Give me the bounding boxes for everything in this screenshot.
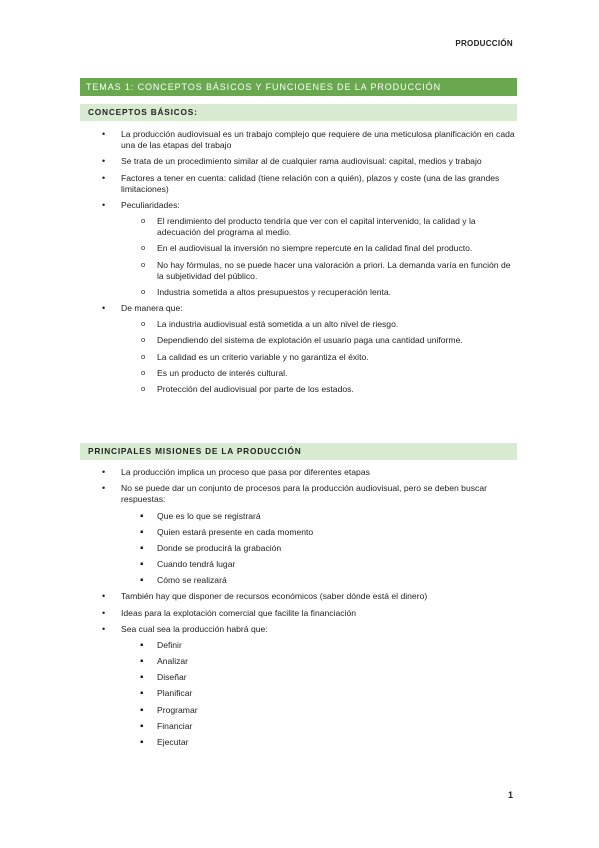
sublist-item: o Protección del audiovisual por parte de los estados. <box>157 384 515 395</box>
list-item: • De manera que: o La industria audiovisual está sometida a un alto nivel de riesgo. o Dependiendo del sistema de explotación el usuario paga una cantidad uniforme. o La calidad es un criterio variable y no garantiza el éxito. o Es un producto de interés cultural. o Protección del audiovisual por parte de los estados. <box>0 303 599 395</box>
habra-que-sublist <box>121 640 515 748</box>
sublist-item: ▪ Analizar <box>157 656 515 667</box>
conceptos-basicos-list <box>0 129 599 400</box>
main-title: TEMAS 1: CONCEPTOS BÁSICOS Y FUNCIOENES DE LA PRODUCCIÓN <box>80 78 517 96</box>
list-item: • También hay que disponer de recursos económicos (saber dónde está el dinero) <box>0 591 599 602</box>
section-title-conceptos-basicos: CONCEPTOS BÁSICOS: <box>80 104 517 121</box>
sublist-item: ▪ Definir <box>157 640 515 651</box>
sublist-item: ▪ Planificar <box>157 688 515 699</box>
sublist-item: ▪ Ejecutar <box>157 737 515 748</box>
sublist-item: o Dependiendo del sistema de explotación el usuario paga una cantidad uniforme. <box>157 335 515 346</box>
sublist-item: ▪ Quien estará presente en cada momento <box>157 527 515 538</box>
list-item: • La producción audiovisual es un trabajo complejo que requiere de una meticulosa planificación en cada una de las etapas del trabajo <box>0 129 599 151</box>
sublist-item: o La calidad es un criterio variable y no garantiza el éxito. <box>157 352 515 363</box>
list-item: • Peculiaridades: o El rendimiento del producto tendría que ver con el capital intervenido, la calidad y la adecuación del programa al medio. o En el audiovisual la inversión no siempre repercute en la calidad final del producto. o No hay fórmulas, no se puede hacer una valoración a priori. La demanda varía en función de la subjetividad del público. o Industria sometida a altos presupuestos y recuperación lenta. <box>0 200 599 298</box>
sublist-item: ▪ Diseñar <box>157 672 515 683</box>
de-manera-que-sublist <box>121 319 515 395</box>
sublist-item: o Es un producto de interés cultural. <box>157 368 515 379</box>
list-item: • Ideas para la explotación comercial que facilite la financiación <box>0 608 599 619</box>
page-number: 1 <box>507 790 513 800</box>
list-item: • Factores a tener en cuenta: calidad (tiene relación con a quién), plazos y coste (una de las grandes limitaciones) <box>0 173 599 195</box>
sublist-item: ▪ Financiar <box>157 721 515 732</box>
list-item: • Sea cual sea la producción habrá que: ▪ Definir ▪ Analizar ▪ Diseñar ▪ Planificar ▪ Programar ▪ Financiar ▪ Ejecutar <box>0 624 599 748</box>
sublist-item: o En el audiovisual la inversión no siempre repercute en la calidad final del producto. <box>157 243 515 254</box>
peculiaridades-sublist <box>121 216 515 298</box>
list-item: • No se puede dar un conjunto de procesos para la producción audiovisual, pero se deben buscar respuestas: ▪ Que es lo que se registrará ▪ Quien estará presente en cada momento ▪ Donde se producirá la grabación ▪ Cuando tendrá lugar ▪ Cómo se realizará <box>0 483 599 586</box>
respuestas-sublist <box>121 511 515 587</box>
sublist-item: o El rendimiento del producto tendría que ver con el capital intervenido, la calidad y la adecuación del programa al medio. <box>157 216 515 238</box>
sublist-item: o No hay fórmulas, no se puede hacer una valoración a priori. La demanda varía en función de la subjetividad del público. <box>157 260 515 282</box>
sublist-item: ▪ Que es lo que se registrará <box>157 511 515 522</box>
sublist-item: ▪ Cuando tendrá lugar <box>157 559 515 570</box>
sublist-item: o Industria sometida a altos presupuestos y recuperación lenta. <box>157 287 515 298</box>
sublist-item: ▪ Donde se producirá la grabación <box>157 543 515 554</box>
sublist-item: o La industria audiovisual está sometida a un alto nivel de riesgo. <box>157 319 515 330</box>
section-title-principales-misiones: PRINCIPALES MISIONES DE LA PRODUCCIÓN <box>80 443 517 460</box>
sublist-item: ▪ Cómo se realizará <box>157 575 515 586</box>
list-item: • La producción implica un proceso que pasa por diferentes etapas <box>0 467 599 478</box>
running-header: PRODUCCIÓN <box>455 39 513 48</box>
list-item: • Se trata de un procedimiento similar al de cualquier rama audiovisual: capital, medios y trabajo <box>0 156 599 167</box>
principales-misiones-list <box>0 467 599 753</box>
sublist-item: ▪ Programar <box>157 705 515 716</box>
